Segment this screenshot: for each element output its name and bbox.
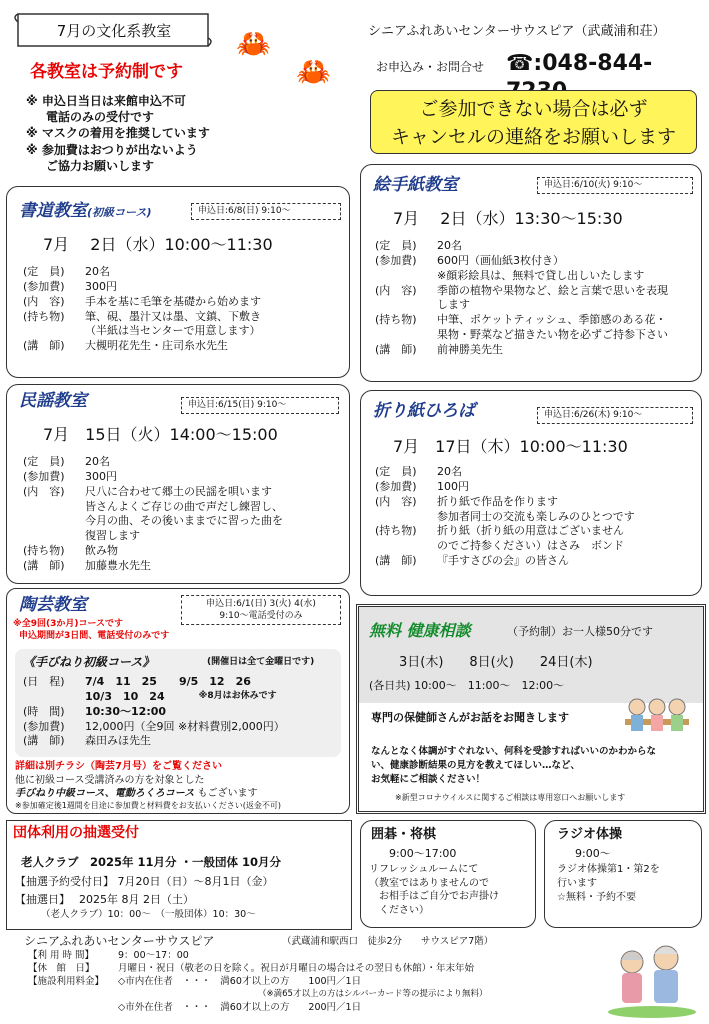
elderly-people-illustration: [606, 938, 698, 1018]
detail-label: (日 程): [23, 675, 65, 688]
class-title: 陶芸教室: [19, 595, 87, 615]
detail-label: [23, 324, 85, 339]
detail-label: (講 師): [23, 558, 65, 572]
class-details: [375, 239, 668, 358]
detail-label: (持ち物): [23, 544, 65, 558]
crab-icon: 🦀: [296, 55, 331, 88]
detail-value: 300円: [85, 279, 117, 293]
detail-label: (参加費): [23, 469, 65, 483]
detail-value: 10:30〜12:00: [85, 704, 167, 718]
etegami-class-card: [360, 164, 702, 382]
people-icon: [621, 693, 693, 737]
course-note: ※全9回(3か月)コースです: [13, 619, 124, 629]
detail-label: (持ち物): [375, 524, 417, 538]
detail-value: 尺八に合わせて郷土の民謡を唄います: [85, 484, 272, 498]
detail-line: 他に初級コース受講済みの方を対象とした: [15, 775, 205, 786]
detail-value: 加藤豊水先生: [85, 558, 151, 572]
detail-value: 筆、硯、墨汁又は墨、文鎮、下敷き: [85, 309, 261, 323]
igo-time: 9:00〜17:00: [389, 847, 457, 860]
contact-label: お申込み・お問合せ: [376, 60, 485, 74]
detail-label: (参加費): [375, 253, 417, 267]
origami-class-card: [360, 390, 702, 596]
courses-line: [15, 788, 258, 801]
radio-line: 行います: [557, 878, 597, 889]
detail-value: 10/3 10 24: [85, 689, 165, 703]
apply-date: 申込日:6/10(火) 9:10〜: [537, 177, 693, 194]
class-details: [375, 465, 635, 569]
health-note: ※新型コロナウイルスに関するご相談は専用窓口へお願いします: [395, 793, 626, 802]
detail-value: 皆さんよくご存じの曲で声だし練習し、: [85, 499, 283, 513]
health-lead: 専門の保健師さんがお話をお聞きします: [371, 711, 569, 724]
detail-value: 20名: [85, 265, 110, 278]
health-body-line: お気軽にご相談ください！: [371, 773, 486, 785]
lottery-title: 団体利用の抽選受付: [13, 825, 139, 841]
footer-value: 月曜日・祝日（敬老の日を除く。祝日が月曜日の場合はその翌日も休館）・年末年始: [118, 962, 475, 974]
detail-label: (講 師): [375, 342, 417, 356]
detail-value: 参加者同士の交流も楽しみのひとつです: [437, 509, 635, 523]
footnote: ※参加確定後1週間を目途に参加費と材料費をお支払いください(返金不可): [15, 801, 282, 810]
class-subtitle: (初級コース): [87, 206, 152, 219]
togei-class-card: [6, 588, 350, 814]
detail-value: 季節の植物や果物など、絵と言葉で思いを表現: [437, 283, 668, 297]
notice-item: 電話のみの受付です: [46, 110, 155, 125]
detail-value: 折り紙で作品を作ります: [437, 494, 558, 508]
detail-value: 今月の曲、その後いままでに習った曲を: [85, 514, 283, 528]
igo-title: 囲碁・将棋: [371, 827, 437, 842]
detail-label: (定 員): [23, 455, 65, 468]
course-panel: [15, 649, 341, 757]
detail-label: (内 容): [23, 294, 65, 308]
detail-label: (参加費): [375, 479, 417, 493]
class-details: [23, 265, 261, 354]
footer-value: ◇市内在住者 ・・・ 満60才以上の方 100円／1日: [118, 975, 362, 987]
igo-line: ください）: [369, 904, 429, 916]
class-title: 絵手紙教室: [373, 175, 458, 195]
phone-number[interactable]: ☎:048-844-: [506, 51, 653, 76]
notice-item: ※ 申込日当日は来館申込不可: [26, 94, 186, 108]
footer-value: 9：00〜17：00: [118, 950, 189, 961]
lottery-card: [6, 820, 352, 930]
footer-value: ◇市外在住者 ・・・ 満60才以上の方 200円／1日: [118, 1001, 362, 1013]
course-details: [23, 675, 285, 749]
notice-list: [26, 93, 210, 174]
radio-title: ラジオ体操: [557, 827, 623, 842]
detail-value: 前神勝美先生: [437, 342, 503, 356]
detail-label: [23, 529, 85, 544]
health-title: 無料 健康相談: [369, 621, 471, 640]
detail-label: (定 員): [23, 265, 65, 278]
footer-access: （武蔵浦和駅西口 徒歩2分 サウスピア7階）: [282, 936, 494, 947]
elderly-icon: [606, 938, 698, 1018]
class-title-text: 書道教室: [19, 201, 87, 221]
detail-value: 20名: [437, 239, 462, 252]
courses-suffix: もございます: [197, 788, 258, 799]
apply-date: 申込日:6/26(木) 9:10〜: [537, 407, 693, 424]
center-name: シニアふれあいセンターサウスピア（武蔵浦和荘）: [368, 24, 666, 39]
radio-line: ラジオ体操第1・第2を: [557, 864, 660, 875]
radio-time: 9:00〜: [575, 847, 611, 860]
course-note: (開催日は全て金曜日です): [207, 657, 315, 667]
footer-label: 【利 用 時 間】: [28, 950, 95, 961]
radio-taiso-card: [544, 820, 702, 928]
notice-item: ※ 参加費はおつりが出ないよう: [26, 142, 198, 157]
title-banner: [14, 8, 214, 52]
health-body-line: い、健康診断結果の見方を教えてほしい…など、: [371, 759, 581, 771]
detail-label: [375, 510, 437, 525]
lottery-line: 【抽選予約受付日】 7月20日（日）〜8月1日（金）: [15, 875, 274, 888]
apply-date: 申込日:6/15(日) 9:10〜: [181, 397, 339, 414]
detail-value: （半紙は当センターで用意します）: [85, 324, 261, 338]
igo-shogi-card: [360, 820, 536, 928]
detail-label: (内 容): [23, 484, 65, 498]
apply-line: 9:10〜電話受付のみ: [219, 611, 303, 622]
cancel-line: キャンセルの連絡をお願いします: [390, 126, 676, 148]
minyo-class-card: [6, 384, 350, 584]
class-title: 民謡教室: [19, 391, 87, 411]
detail-value: 100円: [437, 479, 469, 493]
detail-label: (内 容): [375, 494, 417, 508]
health-body-line: なんとなく体調がすぐれない、何科を受診すればいいのかわからな: [371, 746, 657, 757]
course-title: 《手びねり初級コース》: [23, 655, 155, 669]
courses-names: 手びねり中級コース、電動ろくろコース: [15, 788, 195, 799]
detail-label: (持ち物): [23, 309, 65, 323]
health-dates: 3日(木) 8日(火) 24日(木): [399, 655, 593, 670]
health-consult-card: [356, 604, 706, 814]
footer-label: 【施設利用料金】: [28, 975, 105, 987]
detail-label: (時 間): [23, 704, 65, 718]
crab-icon: 🦀: [236, 27, 271, 60]
detail-link-text: 詳細は別チラシ（陶芸7月号）をご覧ください: [15, 761, 222, 772]
apply-date: 申込日:6/8(日) 9:10〜: [191, 203, 341, 220]
lottery-line: 老人クラブ 2025年 11月分 ・一般団体 10月分: [21, 855, 282, 869]
footer-center-name: シニアふれあいセンターサウスピア: [24, 934, 215, 948]
detail-value: 復習します: [85, 529, 140, 543]
detail-label: (定 員): [375, 465, 417, 478]
class-datetime: 7月 15日（火）14:00〜15:00: [43, 425, 278, 444]
detail-label: [375, 328, 437, 343]
consultation-illustration: [621, 693, 693, 737]
apply-date: [181, 595, 341, 625]
detail-value: 果物・野菜など描きたい物を必ずご持参下さい: [437, 328, 668, 342]
detail-label: [375, 539, 437, 554]
detail-label: (講 師): [23, 734, 65, 748]
detail-value: 20名: [437, 465, 462, 478]
detail-label: (講 師): [23, 339, 65, 353]
detail-label: (参加費): [23, 279, 65, 293]
detail-label: (定 員): [375, 239, 417, 252]
lottery-line: 【抽選日】 2025年 8月 2日（土）: [15, 893, 194, 906]
detail-value: 600円（画仙紙3枚付き）: [437, 253, 564, 267]
detail-label: [375, 269, 437, 284]
footer-label: 【休 館 日】: [28, 962, 95, 974]
footer-info: [28, 950, 487, 1015]
class-datetime: 7月 17日（木）10:00〜11:30: [393, 437, 628, 456]
health-reserve: （予約制）お一人様50分です: [507, 625, 653, 638]
igo-line: お相手はご自分でお声掛け: [369, 891, 499, 902]
class-title: [19, 201, 152, 222]
detail-value: 12,000円（全9回 ※材料費別2,000円）: [85, 719, 285, 733]
lottery-line: （老人クラブ）10：00〜 （一般団体）10：30〜: [41, 909, 256, 920]
footer-subnote: （※満65才以上の方はシルバーカード等の提示により無料）: [258, 989, 488, 1000]
detail-label: (参加費): [23, 719, 65, 733]
notice-item: ※ マスクの着用を推奨しています: [26, 126, 210, 141]
detail-value: 手本を基に毛筆を基礎から始めます: [85, 294, 261, 308]
detail-value: 飲み物: [85, 544, 118, 558]
class-datetime: 7月 2日（水）10:00〜11:30: [43, 235, 273, 254]
detail-value: 300円: [85, 469, 117, 483]
cancel-line: ご参加できない場合は必ず: [419, 98, 648, 120]
radio-line: ☆無料・予約不要: [557, 892, 636, 903]
class-datetime: 7月 2日（水）13:30〜15:30: [393, 209, 623, 228]
detail-value: 20名: [85, 455, 110, 468]
class-details: [23, 455, 283, 574]
detail-label: [23, 514, 85, 529]
detail-value: のでご持参ください）はさみ ボンド: [437, 539, 624, 553]
health-body: [371, 745, 656, 786]
detail-value: 森田みほ先生: [85, 734, 151, 748]
reservation-headline: 各教室は予約制です: [30, 62, 183, 82]
detail-label: (内 容): [375, 283, 417, 297]
banner-title: 7月の文化系教室: [56, 22, 172, 40]
detail-value: 7/4 11 25 9/5 12 26: [85, 675, 251, 688]
health-times: (各日共) 10:00〜 11:00〜 12:00〜: [369, 679, 565, 692]
detail-value: 中筆、ポケットティッシュ、季節感のある花・: [437, 313, 667, 327]
igo-line: （教室ではありませんので: [369, 877, 489, 889]
class-title: 折り紙ひろば: [373, 401, 475, 421]
detail-label: [23, 690, 85, 705]
detail-label: (講 師): [375, 554, 417, 568]
detail-value: します: [437, 298, 470, 312]
cancel-notice: [370, 90, 697, 154]
detail-label: (持ち物): [375, 313, 417, 327]
detail-value: ※顔彩絵具は、無料で貸し出しいたします: [437, 268, 645, 282]
detail-label: [375, 298, 437, 313]
detail-label: [23, 500, 85, 515]
detail-value: 大槻明花先生・庄司糸水先生: [85, 339, 228, 353]
notice-item: ご協力お願いします: [46, 158, 155, 173]
igo-line: リフレッシュルームにて: [369, 864, 479, 875]
detail-value: 『手すさびの会』の皆さん: [437, 554, 569, 568]
shodo-class-card: [6, 186, 350, 378]
igo-lines: [369, 863, 499, 917]
detail-value: 折り紙（折り紙の用意はございません: [437, 524, 624, 538]
radio-lines: [557, 863, 660, 905]
course-note: 申込期間が3日間、電話受付のみです: [19, 631, 170, 641]
schedule-note: ※8月はお休みです: [198, 690, 277, 701]
apply-line: 申込日:6/1(日) 3(火) 4(水): [206, 599, 316, 609]
